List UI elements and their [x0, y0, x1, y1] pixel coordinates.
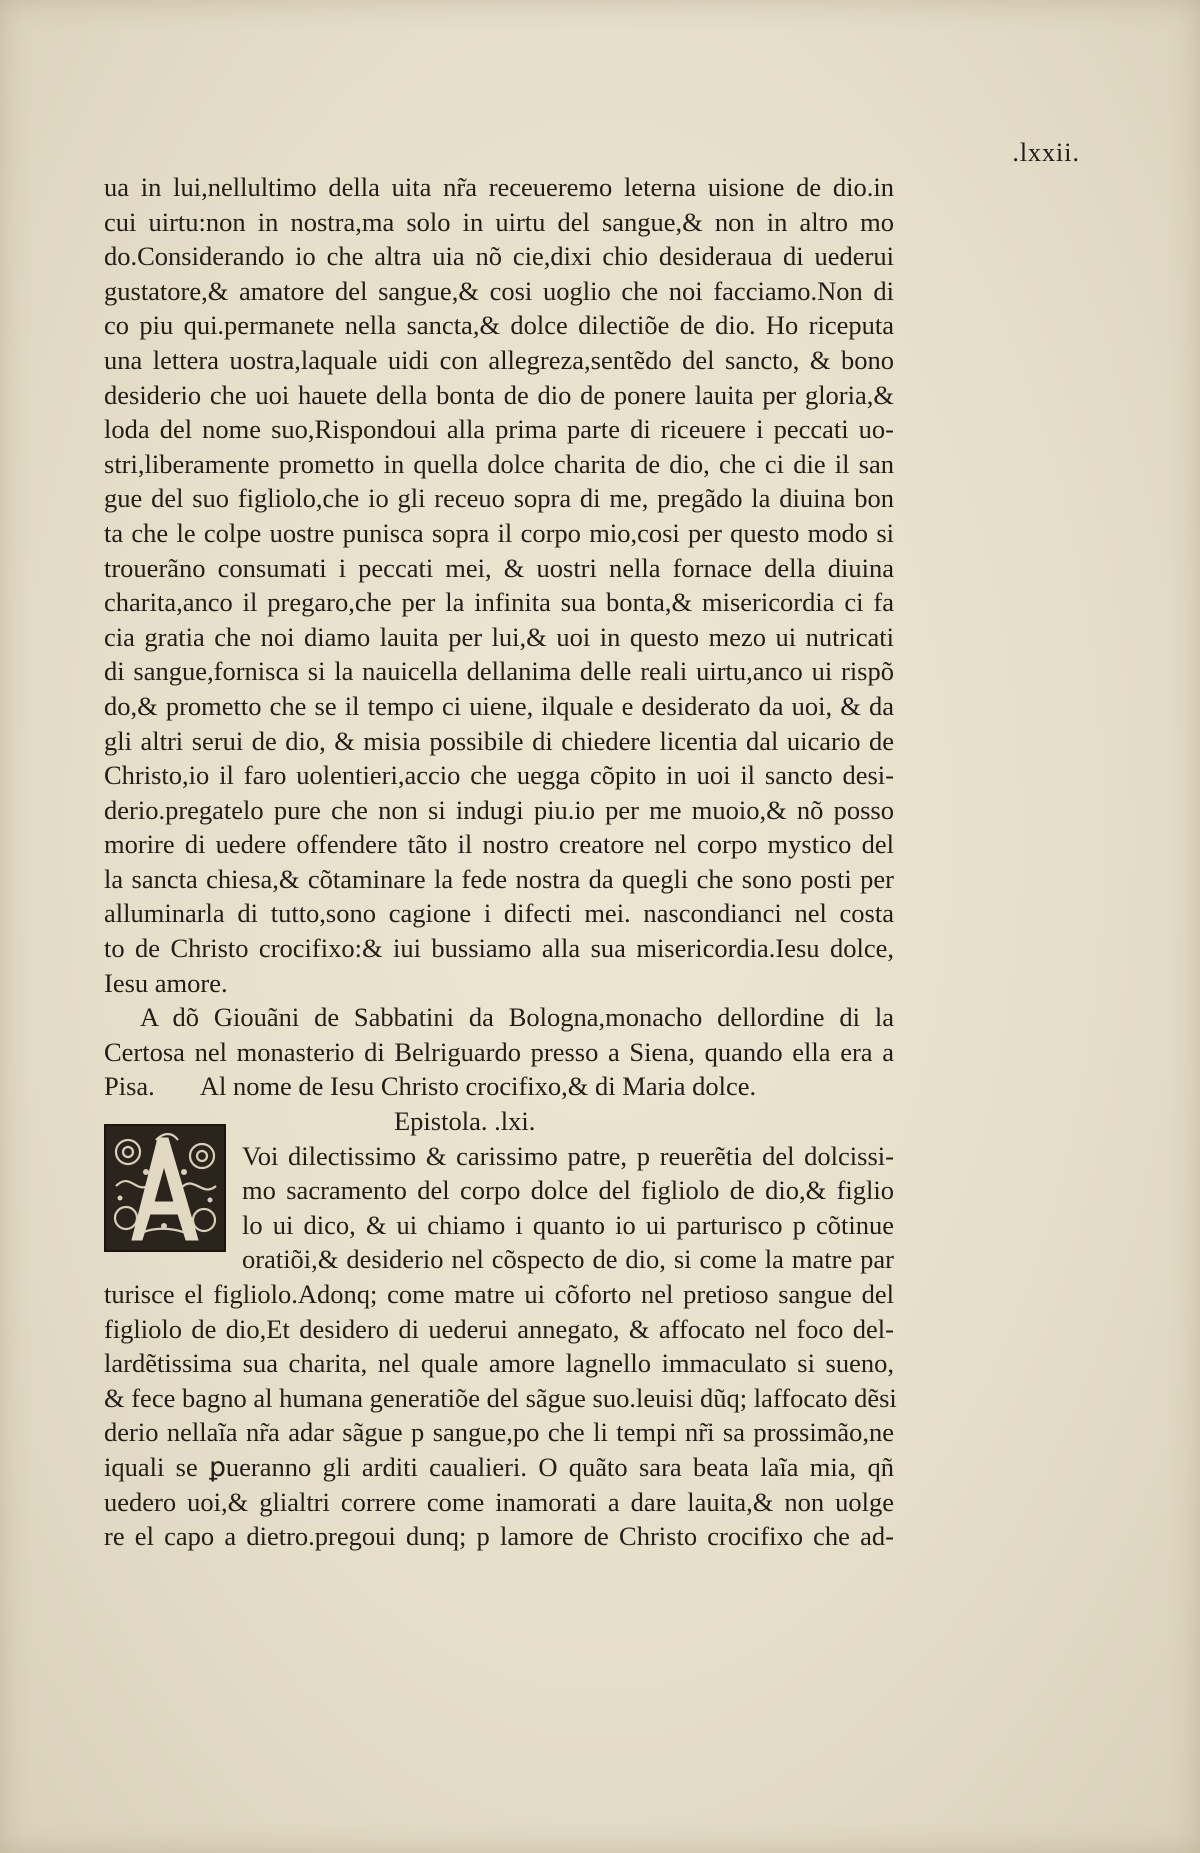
body-line: alluminarla di tutto,sono cagione i difecti mei. nascondianci nel costa	[104, 898, 894, 929]
letter-line: uedero uoi,& glialtri correre come inamorati a dare lauita,& non uolge	[104, 1486, 894, 1517]
address-line: Pisa.	[104, 1071, 155, 1102]
letter-line: oratiõi,& desiderio nel cõspecto de dio, si come la matre par	[242, 1244, 894, 1275]
body-line: do,& prometto che se il tempo ci uiene, ilquale e desiderato da uoi, & da	[104, 690, 894, 721]
body-line: la sancta chiesa,& cõtaminare la fede nostra da quegli che sono posti per	[104, 863, 894, 894]
letter-line: re el capo a dietro.pregoui dunq; p lamore de Christo crocifixo che ad-	[104, 1521, 894, 1552]
body-line: Iesu amore.	[104, 967, 228, 998]
body-line: cui uirtu:non in nostra,ma solo in uirtu del sangue,& non in altro mo	[104, 206, 894, 237]
letter-line: & fece bagno al humana generatiõe del sãgue suo.leuisi dũq; laffocato dẽsi	[104, 1382, 897, 1413]
body-line: to de Christo crocifixo:& iui bussiamo alla sua misericordia.Iesu dolce,	[104, 933, 894, 964]
body-line: gustatore,& amatore del sangue,& cosi uoglio che noi facciamo.Non di	[104, 275, 894, 306]
address-line: Certosa nel monasterio di Belriguardo presso a Siena, quando ella era a	[104, 1036, 894, 1067]
letter-line: derio nellaĩa nr̃a adar sãgue p sangue,po che li tempi nr̃i sa prossimão,ne	[104, 1417, 894, 1448]
body-line: charita,anco il pregaro,che per la infinita sua bonta,& misericordia ci fa	[104, 587, 894, 618]
letter-line: turisce el figliolo.Adonq; come matre ui cõforto nel pretioso sangue del	[104, 1279, 894, 1309]
epistle-heading: Epistola. .lxi.	[394, 1106, 536, 1137]
letter-line: iquali se ꝑueranno gli arditi caualieri. O quãto sara beata laĩa mia, qñ	[104, 1451, 894, 1482]
decorated-initial	[104, 1124, 226, 1252]
address-salutation-line	[104, 1069, 894, 1104]
body-line: ta che le colpe uostre punisca sopra il corpo mio,cosi per questo modo si	[104, 517, 894, 548]
letter-line: lo ui dico, & ui chiamo i quanto io ui parturisco p cõtinue	[242, 1209, 894, 1240]
salutation: Al nome de Iesu Christo crocifixo,& di Maria dolce.	[199, 1071, 757, 1102]
body-line: di sangue,fornisca si la nauicella dellanima delle reali uirtu,anco ui rispõ	[104, 656, 894, 687]
text-block	[104, 170, 897, 1554]
body-line: stri,liberamente prometto in quella dolce charita de dio, che ci die il san	[104, 448, 894, 479]
body-line: desiderio che uoi hauete della bonta de dio de ponere lauita per gloria,&	[104, 379, 894, 410]
body-line: derio.pregatelo pure che non si indugi piu.io per me muoio,& nõ posso	[104, 794, 894, 825]
address-line: A dõ Giouãni de Sabbatini da Bologna,monacho dellordine di la	[140, 1002, 894, 1033]
body-line: gli altri serui de dio, & misia possibile di chiedere licentia dal uicario de	[104, 725, 894, 756]
folio-number: .lxxii.	[1012, 138, 1080, 167]
body-line: co piu qui.permanete nella sancta,& dolce dilectiõe de dio. Ho riceputa	[104, 310, 894, 341]
body-line: una lettera uostra,laquale uidi con allegreza,sentẽdo del sancto, & bono	[104, 344, 894, 375]
body-line: trouerãno consumati i peccati mei, & uostri nella fornace della diuina	[104, 552, 894, 583]
letter-line: figliolo de dio,Et desidero di uederui annegato, & affocato nel foco del-	[104, 1313, 894, 1344]
letter-line: lardẽtissima sua charita, nel quale amore lagnello immaculato si sueno,	[104, 1348, 894, 1379]
letter-line: Voi dilectissimo & carissimo patre, p reuerẽtia del dolcissi-	[242, 1140, 894, 1171]
body-line: morire di uedere offendere tãto il nostro creatore nel corpo mystico del	[104, 829, 894, 860]
letter-line: mo sacramento del corpo dolce del figliolo de dio,& figlio	[242, 1175, 894, 1206]
body-line: Christo,io il faro uolentieri,accio che uegga cõpito in uoi il sancto desi-	[104, 760, 894, 791]
foliate-initial-icon	[106, 1126, 224, 1250]
body-line: loda del nome suo,Rispondoui alla prima parte di riceuere i peccati uo-	[104, 414, 894, 445]
body-line: cia gratia che noi diamo lauita per lui,& uoi in questo mezo ui nutricati	[104, 621, 894, 652]
body-line: gue del suo figliolo,che io gli receuo sopra di me, pregãdo la diuina bon	[104, 483, 894, 514]
body-line: do.Considerando io che altra uia nõ cie,dixi chio desideraua di uederui	[104, 241, 894, 272]
body-line: ua in lui,nellultimo della uita nr̃a receueremo leterna uisione de dio.in	[104, 172, 894, 202]
